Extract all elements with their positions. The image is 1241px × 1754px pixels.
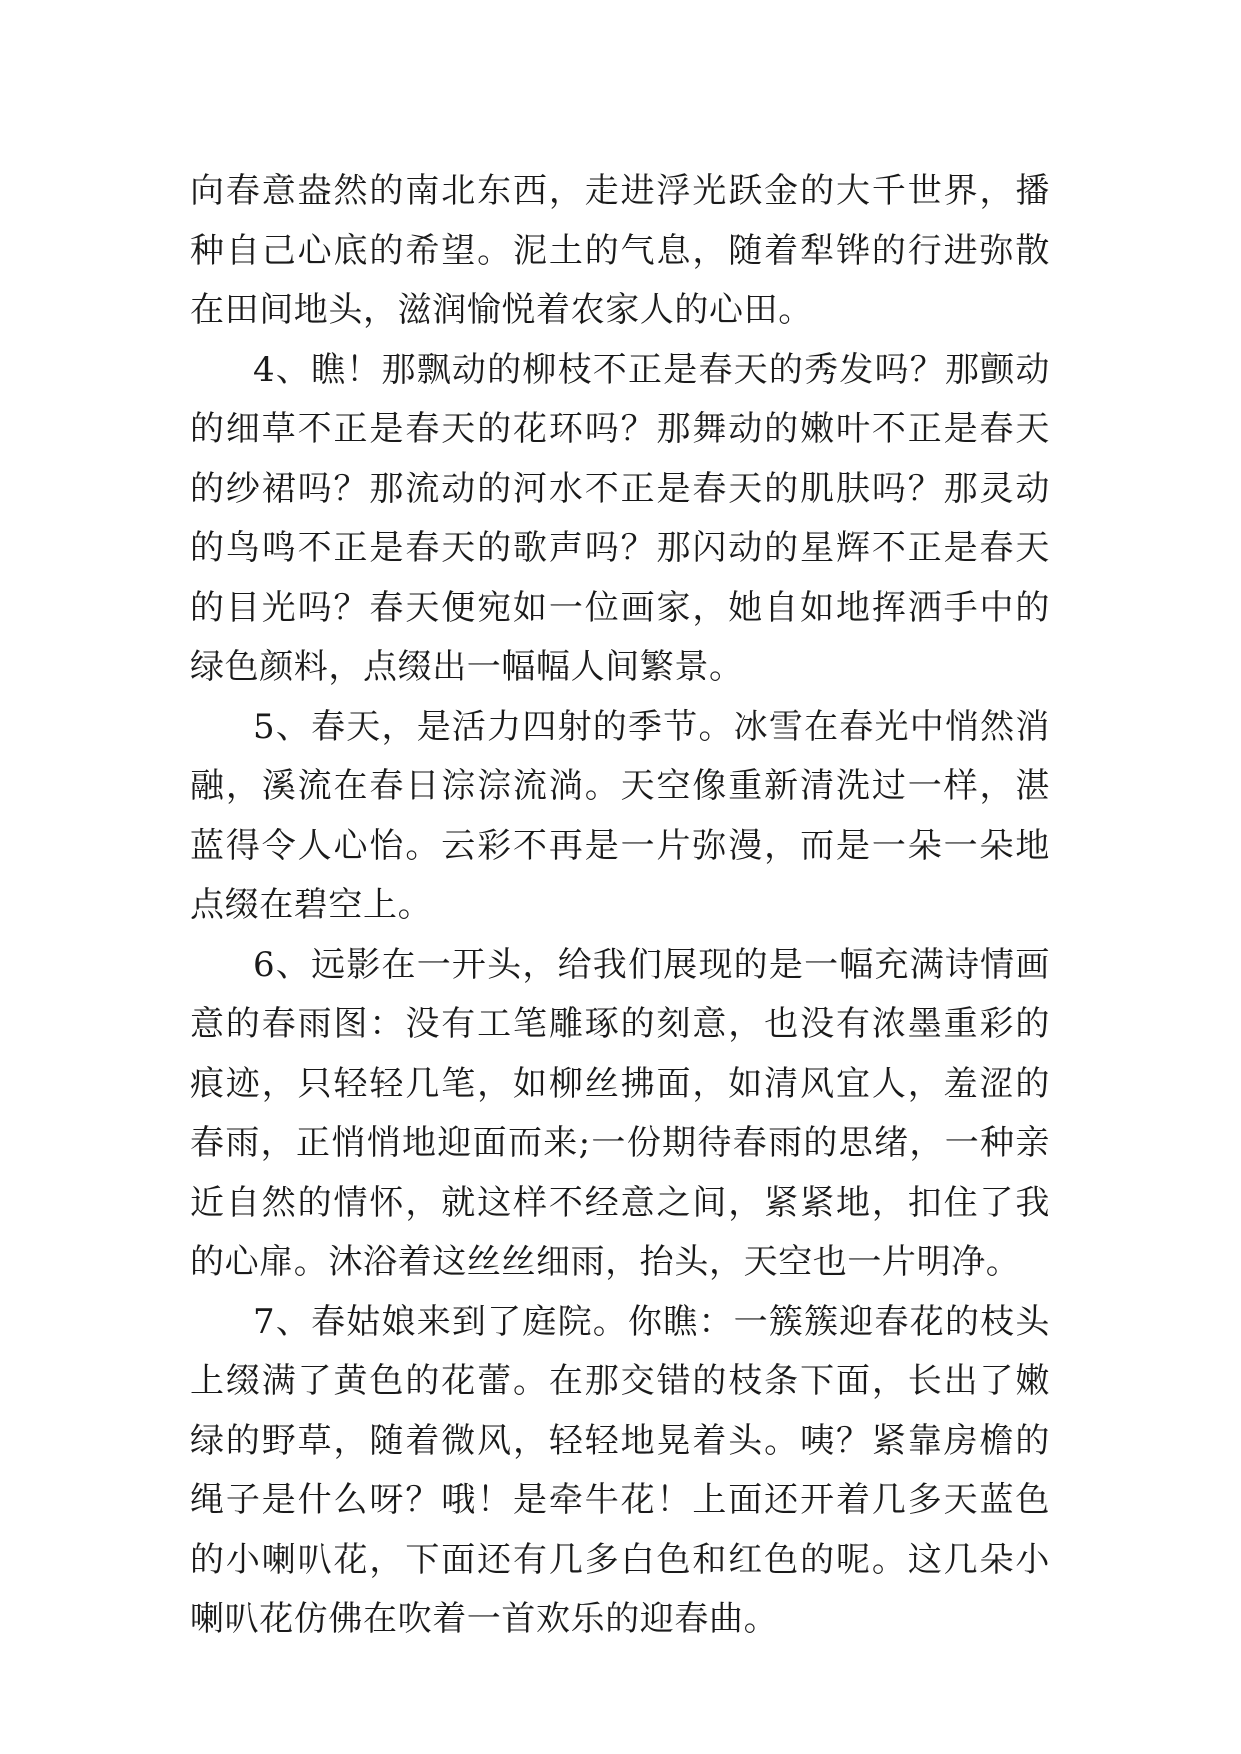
paragraph-continued: 向春意盎然的南北东西，走进浮光跃金的大千世界，播种自己心底的希望。泥土的气息，随着犁铧的行进弥散在田间地头，滋润愉悦着农家人的心田。 [190,171,1050,330]
paragraph-6: 6、远影在一开头，给我们展现的是一幅充满诗情画意的春雨图：没有工笔雕琢的刻意，也没有浓墨重彩的痕迹，只轻轻几笔，如柳丝拂面，如清风宜人，羞涩的春雨，正悄悄地迎面而来;一份期待春雨的思绪，一种亲近自然的情怀，就这样不经意之间，紧紧地，扣住了我的心扉。沐浴着这丝丝细雨，抬头，天空也一片明净。 [190,944,1050,1282]
paragraph-5: 5、春天，是活力四射的季节。冰雪在春光中悄然消融，溪流在春日淙淙流淌。天空像重新清洗过一样，湛蓝得令人心怡。云彩不再是一片弥漫，而是一朵一朵地点缀在碧空上。 [190,706,1050,925]
paragraph-7: 7、春姑娘来到了庭院。你瞧：一簇簇迎春花的枝头上缀满了黄色的花蕾。在那交错的枝条下面，长出了嫩绿的野草，随着微风，轻轻地晃着头。咦？紧靠房檐的绳子是什么呀？哦！是牵牛花！上面还开着几多天蓝色的小喇叭花，下面还有几多白色和红色的呢。这几朵小喇叭花仿佛在吹着一首欢乐的迎春曲。 [190,1301,1050,1639]
paragraph-4: 4、瞧！那飘动的柳枝不正是春天的秀发吗？那颤动的细草不正是春天的花环吗？那舞动的嫩叶不正是春天的纱裙吗？那流动的河水不正是春天的肌肤吗？那灵动的鸟鸣不正是春天的歌声吗？那闪动的星辉不正是春天的目光吗？春天便宛如一位画家，她自如地挥洒手中的绿色颜料，点缀出一幅幅人间繁景。 [190,349,1050,687]
body-text [190,162,1050,1650]
